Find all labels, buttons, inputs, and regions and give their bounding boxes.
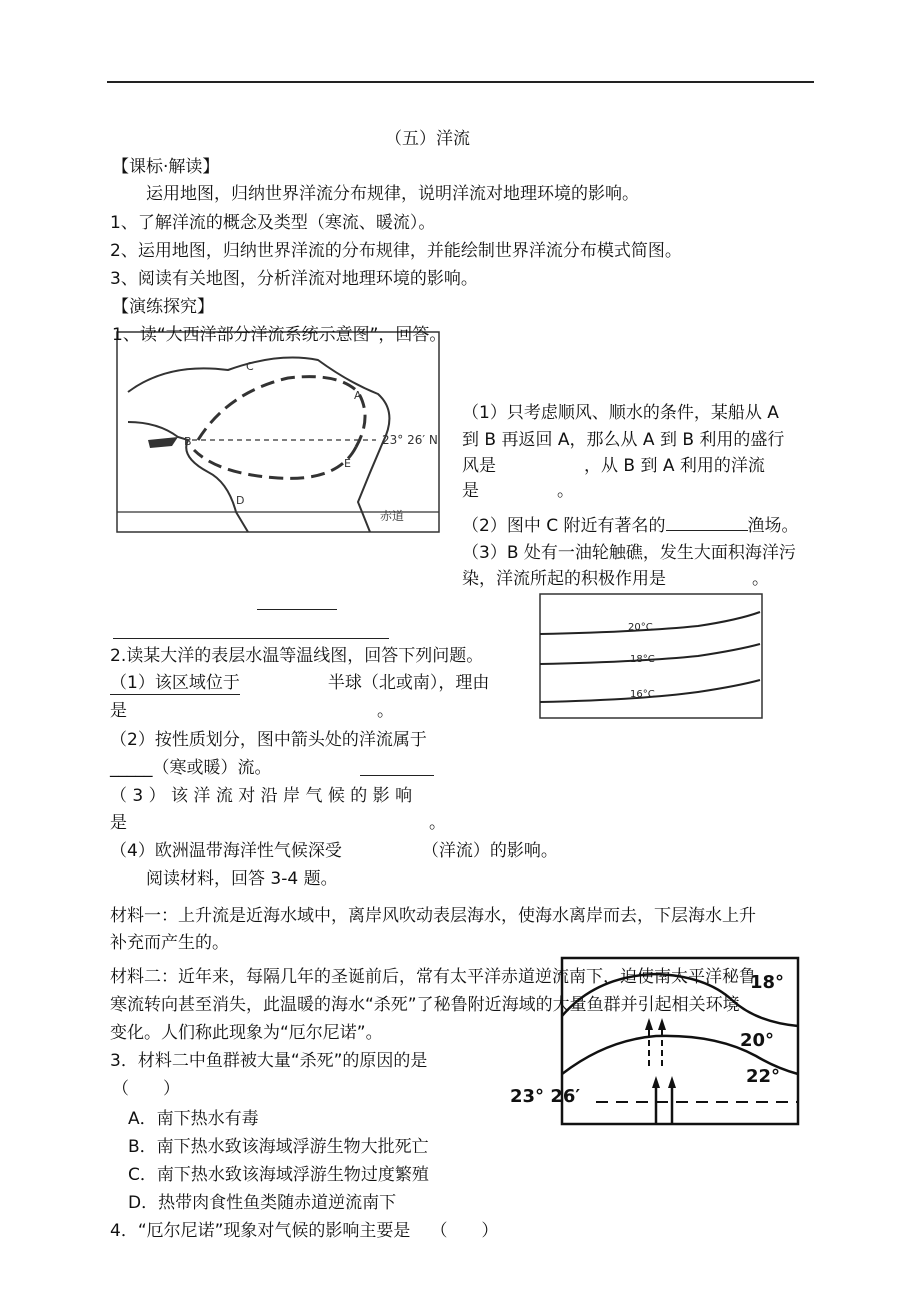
label-b: B [184, 435, 192, 448]
q2-part1-line-a: （1）该区域位于 半球（北或南），理由 [110, 673, 490, 693]
stray-rule-2 [113, 638, 389, 639]
section-heading-standards: 【课标·解读】 [112, 157, 220, 177]
answer-line-current-type [360, 775, 434, 776]
q1-part2: （2）图中 C 附近有著名的 渔场。 [462, 516, 799, 536]
q3-option-d[interactable]: D．热带肉食性鱼类随赤道逆流南下 [128, 1193, 397, 1213]
q2-part3-line-b: 是 。 [110, 813, 446, 833]
materials-lead: 阅读材料，回答 3-4 题。 [146, 869, 338, 889]
material-1-line-a: 材料一：上升流是近海水域中，离岸风吹动表层海水，使海水离岸而去，下层海水上升 [110, 906, 756, 926]
goal-3: 3、阅读有关地图，分析洋流对地理环境的影响。 [110, 269, 478, 289]
q4-answer-paren[interactable]: （ ） [430, 1221, 499, 1241]
q4-stem: 4．“厄尔尼诺”现象对气候的影响主要是 （ ） [110, 1221, 499, 1241]
goal-2: 2、运用地图，归纳世界洋流的分布规律，并能绘制世界洋流分布模式简图。 [110, 241, 682, 261]
q2-part2-line-a: （2）按性质划分，图中箭头处的洋流属于 [110, 730, 427, 750]
lat-label: 23° 26′ [510, 1086, 581, 1107]
answer-blank-fishery[interactable] [666, 514, 748, 531]
section-heading-practice: 【演练探究】 [112, 297, 214, 317]
q2-part2-line-b: _____（寒或暖）流。 [110, 758, 272, 778]
material-2-line-c: 变化。人们称此现象为“厄尔尼诺”。 [110, 1023, 383, 1043]
q1-part1-line-a: （1）只考虑顺风、顺水的条件，某船从 A [462, 403, 779, 423]
q3-option-b[interactable]: B．南下热水致该海域浮游生物大批死亡 [128, 1137, 429, 1157]
q3-stem: 3．材料二中鱼群被大量“杀死”的原因的是 [110, 1051, 428, 1071]
isotherm-figure [538, 592, 764, 720]
label-equator: 赤道 [380, 509, 405, 523]
q3-answer-paren[interactable]: （ ） [112, 1079, 180, 1099]
atlantic-current-map [108, 322, 448, 540]
q1-part1-line-d: 是 。 [462, 481, 574, 501]
label-e: E [344, 457, 351, 470]
isotherm-label-20: 20°C [628, 622, 653, 633]
q1-part1-line-c: 风是 ，从 B 到 A 利用的洋流 [462, 456, 765, 476]
isotherm-label-16: 16°C [630, 689, 655, 700]
intro-text: 运用地图，归纳世界洋流分布规律，说明洋流对地理环境的影响。 [146, 184, 639, 204]
goal-1: 1、了解洋流的概念及类型（寒流、暖流）。 [110, 213, 436, 233]
q1-part1-line-b: 到 B 再返回 A，那么从 A 到 B 利用的盛行 [462, 430, 785, 450]
isotherm-label-18: 18°C [630, 654, 655, 665]
iso-label-20: 20° [740, 1030, 775, 1051]
q2-part1-line-b: 是 。 [110, 701, 394, 721]
page-title: （五）洋流 [385, 129, 470, 149]
iso-label-22: 22° [746, 1066, 781, 1087]
material-1-line-b: 补充而产生的。 [110, 933, 229, 953]
material-2-line-a: 材料二：近年来，每隔几年的圣诞前后，常有太平洋赤道逆流南下，迫使南太平洋秘鲁 [110, 967, 756, 987]
label-a: A [354, 389, 362, 402]
q2-part4: （4）欧洲温带海洋性气候深受 （洋流）的影响。 [110, 841, 558, 861]
stray-rule-1 [257, 609, 337, 610]
q2-stem: 2.读某大洋的表层水温等温线图，回答下列问题。 [110, 646, 484, 666]
label-lat: 23° 26′ N [382, 433, 438, 447]
header-rule [107, 81, 814, 83]
q3-option-c[interactable]: C．南下热水致该海域浮游生物过度繁殖 [128, 1165, 429, 1185]
q1-part3-line-a: （3）B 处有一油轮触礁，发生大面积海洋污 [462, 543, 796, 563]
iso-label-18: 18° [750, 972, 785, 993]
material-2-line-b: 寒流转向甚至消失，此温暖的海水“杀死”了秘鲁附近海域的大量鱼群并引起相关环境 [110, 995, 740, 1015]
map-frame [117, 332, 439, 532]
q1-stem: 1、读“大西洋部分洋流系统示意图”，回答。 [112, 325, 447, 345]
q1-part3-line-b: 染，洋流所起的积极作用是 。 [462, 569, 769, 589]
label-d: D [236, 494, 245, 507]
label-c: C [246, 360, 254, 373]
q3-option-a[interactable]: A．南下热水有毒 [128, 1109, 259, 1129]
q2-part3-line-a: （ 3 ） 该 洋 流 对 沿 岸 气 候 的 影 响 [110, 786, 413, 806]
